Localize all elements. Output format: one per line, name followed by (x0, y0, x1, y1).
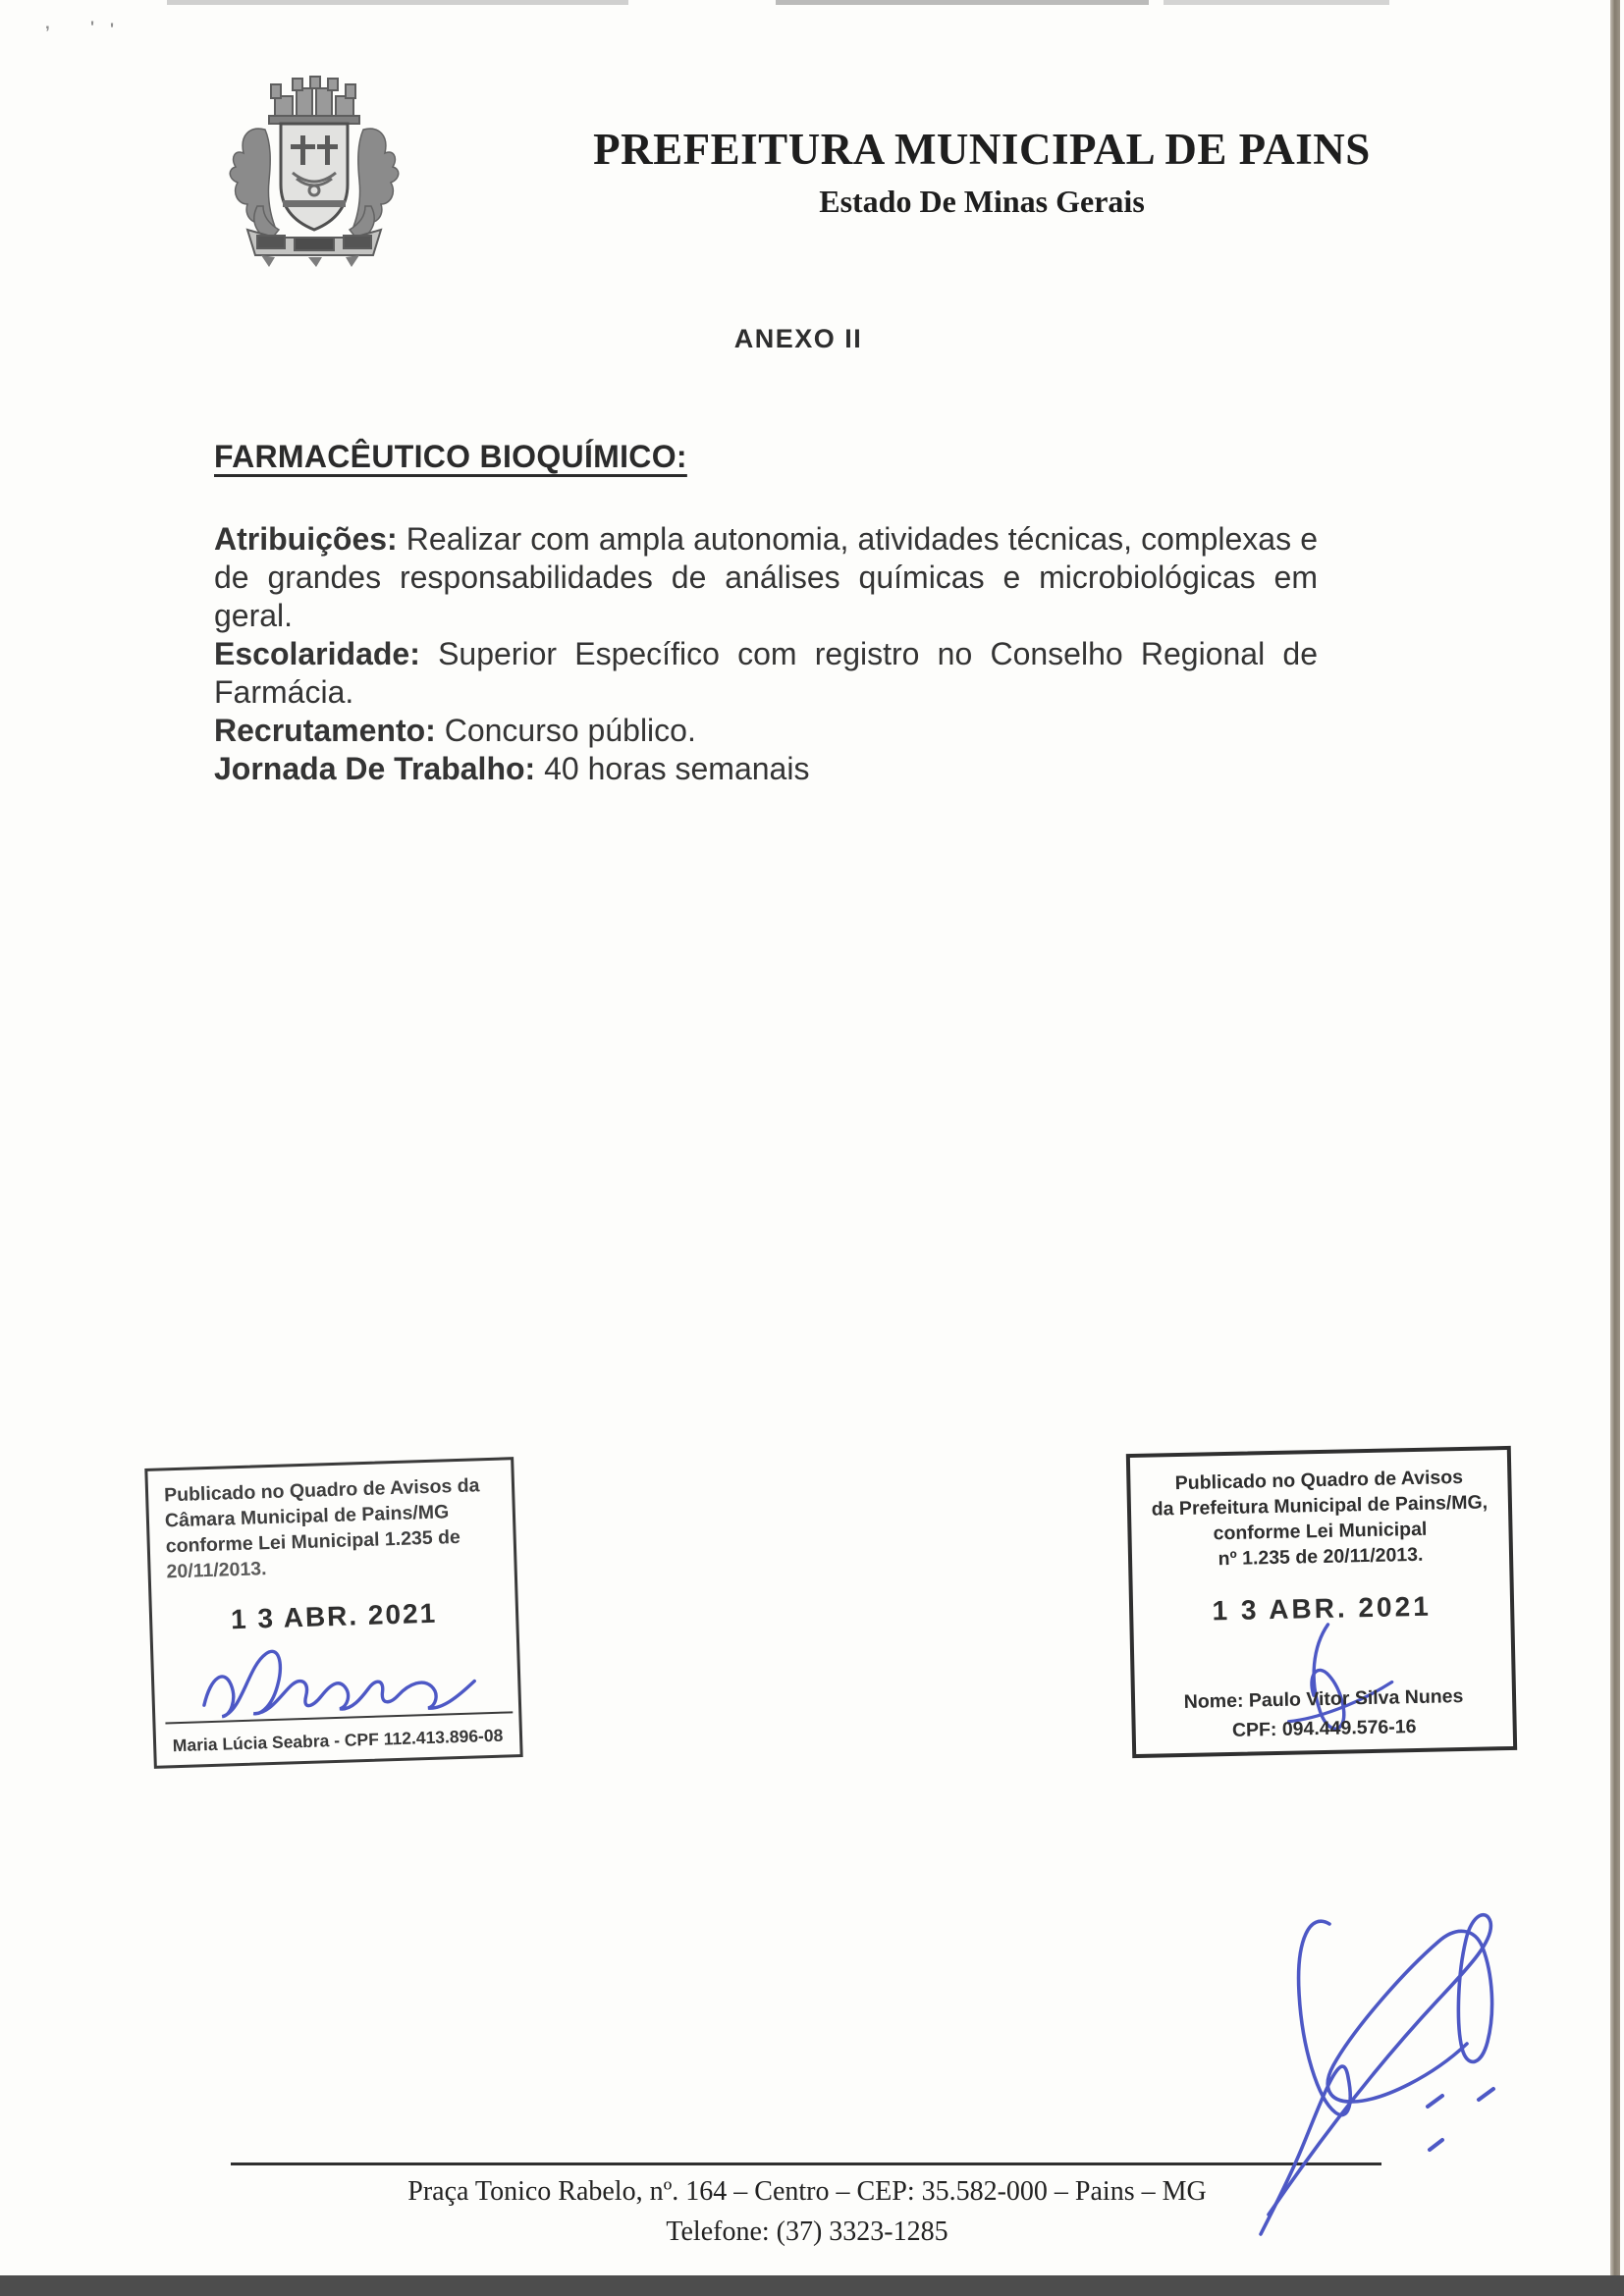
date-stamp: 1 3 ABR. 2021 (1212, 1590, 1433, 1627)
paragraph-label: Escolaridade: (214, 636, 420, 671)
scan-bottom-edge-artifact (0, 2275, 1624, 2296)
footer-phone: Telefone: (37) 3323-1285 (666, 2216, 948, 2247)
stamp-line: Câmara Municipal de Pains/MG (164, 1501, 450, 1532)
scan-top-edge-artifact (776, 0, 1149, 5)
page-subtitle: Estado De Minas Gerais (819, 183, 1145, 219)
stamp-line: Publicado no Quadro de Avisos da (163, 1474, 480, 1507)
scan-top-edge-artifact (167, 0, 628, 5)
stamp-line: conforme Lei Municipal 1.235 de (165, 1525, 461, 1558)
annex-heading: ANEXO II (733, 324, 863, 353)
footer-rule (231, 2163, 1381, 2165)
paragraph-label: Recrutamento: (214, 713, 436, 748)
footer-address: Praça Tonico Rabelo, nº. 164 – Centro – CEP: 35.582-000 – Pains – MG (407, 2176, 1207, 2207)
stamp-text (147, 1460, 514, 1585)
paragraph-recruitment (214, 712, 1318, 750)
paragraph-workload (214, 750, 1318, 788)
scan-top-edge-artifact (1164, 0, 1389, 5)
paragraph-education (214, 635, 1318, 712)
publication-stamp-prefeitura (1126, 1446, 1517, 1758)
coat-of-arms-icon (214, 75, 415, 269)
role-heading: FARMACÊUTICO BIOQUÍMICO: (214, 439, 687, 474)
signatory-cpf: CPF: 094.449.576-16 (1231, 1716, 1417, 1741)
paragraph-text: Concurso público. (435, 713, 696, 748)
scan-speck: , (45, 14, 50, 32)
paragraph-text: 40 horas semanais (535, 751, 810, 786)
stamp-line: conforme Lei Municipal (1213, 1518, 1428, 1545)
page-title: PREFEITURA MUNICIPAL DE PAINS (593, 125, 1371, 174)
publication-stamp-camara (144, 1457, 522, 1769)
paragraph-text: Superior Específico com registro no Conselho Regional de Farmácia. (214, 636, 1318, 710)
signatory-name: Maria Lúcia Seabra - CPF 112.413.896-08 (172, 1725, 504, 1756)
letterhead (461, 126, 1502, 220)
job-description-text (214, 520, 1318, 788)
stamp-line: nº 1.235 de 20/11/2013. (1218, 1543, 1424, 1571)
scan-speck: ' (110, 20, 115, 38)
paragraph-attributions (214, 520, 1318, 635)
date-stamp: 1 3 ABR. 2021 (230, 1597, 438, 1635)
stamp-line: Publicado no Quadro de Avisos (1174, 1466, 1464, 1495)
stamp-text (1130, 1450, 1509, 1574)
signature-large-icon (1245, 1883, 1618, 2238)
stamp-line: da Prefeitura Municipal de Pains/MG, (1151, 1491, 1489, 1521)
footer (223, 2171, 1391, 2252)
stamp-line: 20/11/2013. (166, 1558, 267, 1583)
signatory-name: Nome: Paulo Vitor Silva Nunes (1183, 1685, 1464, 1713)
paragraph-label: Jornada De Trabalho: (214, 751, 536, 786)
paragraph-label: Atribuições: (214, 521, 398, 557)
paragraph-text: Realizar com ampla autonomia, atividades técnicas, complexas e de grandes responsabilidades de análises químicas e microbiológicas em geral. (214, 521, 1318, 633)
scan-speck: ' (90, 18, 95, 36)
